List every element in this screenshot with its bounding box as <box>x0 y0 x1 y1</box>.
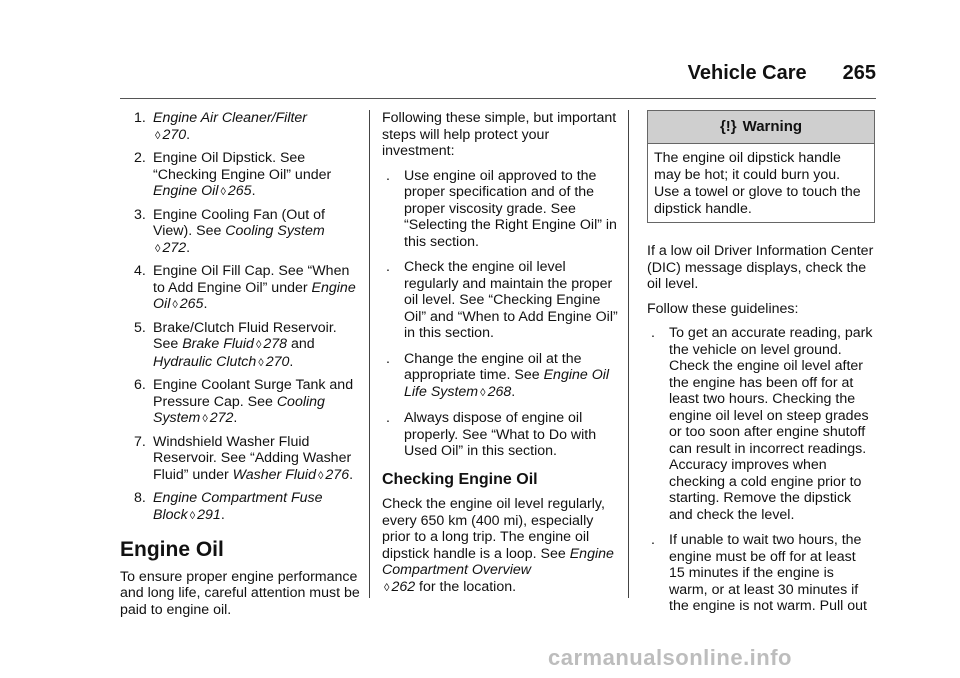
cross-reference[interactable]: Engine Compartment Fuse Block <box>153 490 323 523</box>
page-ref-icon: ◊ <box>480 386 486 399</box>
page-ref-icon: ◊ <box>220 186 226 198</box>
guidelines-text: Follow these guidelines: <box>647 300 799 317</box>
cross-reference[interactable]: 291 <box>197 506 221 523</box>
page-ref-icon: ◊ <box>317 469 324 482</box>
bullet-item: . Always dispose of engine oil properly. See “What to Do with Used Oil” in this section. <box>386 410 597 459</box>
list-item: 7. Windshield Washer Fluid Reservoir. See “Adding Washer Fluid” under Washer Fluid ◊ 276. <box>134 433 354 483</box>
bullet-marker: . <box>386 410 390 426</box>
cross-reference[interactable]: Engine Compartment Overview <box>382 545 614 578</box>
cross-reference[interactable]: 265 <box>227 183 252 199</box>
cross-reference[interactable]: 270 <box>162 126 187 143</box>
cross-reference[interactable]: 270 <box>265 353 290 370</box>
page-ref-icon: ◊ <box>255 339 262 351</box>
list-item: 8. Engine Compartment Fuse Block ◊ 291. <box>134 490 323 523</box>
cross-reference[interactable]: Engine Air Cleaner/Filter <box>153 110 308 126</box>
item-number: 1. <box>134 110 146 126</box>
dic-message-text: If a low oil Driver Information Center (DIC) message displays, check the oil level. <box>647 243 874 292</box>
bullet-marker: . <box>386 259 390 275</box>
checking-engine-oil-text: Check the engine oil level regularly, every 650 km (400 mi), especially prior to a long trip. The engine oil dipstick handle is a loop. See Engine Compartment Overview ◊ 262 for the location. <box>382 496 614 595</box>
page-ref-icon: ◊ <box>258 356 264 369</box>
bullet-marker: . <box>386 350 390 367</box>
cross-reference[interactable]: Brake Fluid <box>182 336 254 352</box>
bullet-marker: . <box>651 532 655 548</box>
cross-reference[interactable]: Engine Oil <box>153 279 356 312</box>
column-divider-2 <box>628 110 629 598</box>
item-number: 3. <box>134 206 146 223</box>
bullet-item: . If unable to wait two hours, the engine must be off for at least 15 minutes if the engine is warm, or at least 30 minutes if the engine is not warm. Pull out <box>651 532 867 614</box>
cross-reference[interactable]: 276 <box>325 466 350 483</box>
page-ref-icon: ◊ <box>189 509 196 522</box>
cross-reference[interactable]: 265 <box>179 296 204 312</box>
warning-icon: {!} <box>719 117 737 135</box>
engine-oil-heading: Engine Oil <box>120 538 224 561</box>
list-item: 1. Engine Air Cleaner/Filter ◊ 270. <box>134 110 308 143</box>
cross-reference[interactable]: 278 <box>263 336 288 352</box>
engine-compartment-list <box>120 110 362 524</box>
page-ref-icon: ◊ <box>155 129 161 142</box>
item-number: 4. <box>134 263 146 279</box>
column-3 <box>647 110 875 624</box>
bullet-marker: . <box>651 325 655 341</box>
list-item: 2. Engine Oil Dipstick. See “Checking Engine Oil” under Engine Oil ◊ 265. <box>134 150 332 199</box>
list-item: 4. Engine Oil Fill Cap. See “When to Add Engine Oil” under Engine Oil ◊ 265. <box>134 263 356 312</box>
guidelines-list <box>647 325 875 615</box>
page-ref-icon: ◊ <box>155 242 161 255</box>
cross-reference[interactable]: 272 <box>209 410 234 426</box>
list-item: 6. Engine Coolant Surge Tank and Pressure Cap. See Cooling System ◊ 272. <box>134 377 354 426</box>
cross-reference[interactable]: 272 <box>162 239 187 256</box>
page-ref-icon: ◊ <box>172 299 178 311</box>
section-title: Vehicle Care <box>687 62 807 84</box>
warning-title: Warning <box>742 117 803 135</box>
watermark: carmanualsonline.info <box>548 645 792 670</box>
cross-reference[interactable]: Cooling System <box>153 393 325 426</box>
column-2 <box>382 110 618 604</box>
cross-reference[interactable]: Engine Oil Life System <box>404 367 610 400</box>
bullet-item: . To get an accurate reading, park the vehicle on level ground. Check the engine oil level after the engine has been off for at least two hours. Checking the engine oil level on steep grades or too soon after engine shutoff can result in incorrect readings. Accuracy improves when checking a cold engine prior to starting. Remove the dipstick and check the level. <box>651 325 873 523</box>
checking-engine-oil-heading: Checking Engine Oil <box>382 470 538 488</box>
item-number: 8. <box>134 490 146 506</box>
item-number: 2. <box>134 150 146 166</box>
warning-text: The engine oil dipstick handle may be hot; it could burn you. Use a towel or glove to touch the dipstick handle. <box>654 150 861 217</box>
bullet-item: . Check the engine oil level regularly and maintain the proper oil level. See “Checking Engine Oil” and “When to Add Engine Oil” in this section. <box>386 259 618 341</box>
cross-reference[interactable]: Hydraulic Clutch <box>153 353 257 370</box>
header-rule <box>120 98 876 99</box>
cross-reference[interactable]: Washer Fluid <box>232 466 316 483</box>
page-number: 265 <box>842 62 876 84</box>
item-number: 5. <box>134 319 146 336</box>
cross-reference[interactable]: 268 <box>487 383 512 400</box>
list-item: 3. Engine Cooling Fan (Out of View). See Cooling System ◊ 272. <box>134 206 325 256</box>
cross-reference[interactable]: Cooling System <box>225 223 325 239</box>
item-number: 7. <box>134 433 146 450</box>
cross-reference[interactable]: 262 <box>391 578 416 595</box>
column-divider-1 <box>369 110 370 598</box>
list-item: 5. Brake/Clutch Fluid Reservoir. See Brake Fluid ◊ 278 and Hydraulic Clutch ◊ 270. <box>134 319 337 370</box>
page-ref-icon: ◊ <box>384 581 390 594</box>
cross-reference[interactable]: Engine Oil <box>153 183 219 199</box>
warning-header <box>648 111 874 144</box>
oil-steps-list <box>382 168 618 460</box>
engine-oil-intro: To ensure proper engine performance and long life, careful attention must be paid to engine oil. <box>120 568 360 618</box>
page-header <box>688 62 876 85</box>
investment-intro: Following these simple, but important steps will help protect your investment: <box>382 110 617 159</box>
page-ref-icon: ◊ <box>202 413 208 425</box>
column-1 <box>120 110 362 626</box>
bullet-item: . Use engine oil approved to the proper specification and of the proper viscosity grade. See “Selecting the Right Engine Oil” in this section. <box>386 167 617 250</box>
warning-box <box>647 110 875 223</box>
bullet-marker: . <box>386 167 390 184</box>
bullet-item: . Change the engine oil at the appropriate time. See Engine Oil Life System ◊ 268. <box>386 350 610 400</box>
item-number: 6. <box>134 377 146 393</box>
